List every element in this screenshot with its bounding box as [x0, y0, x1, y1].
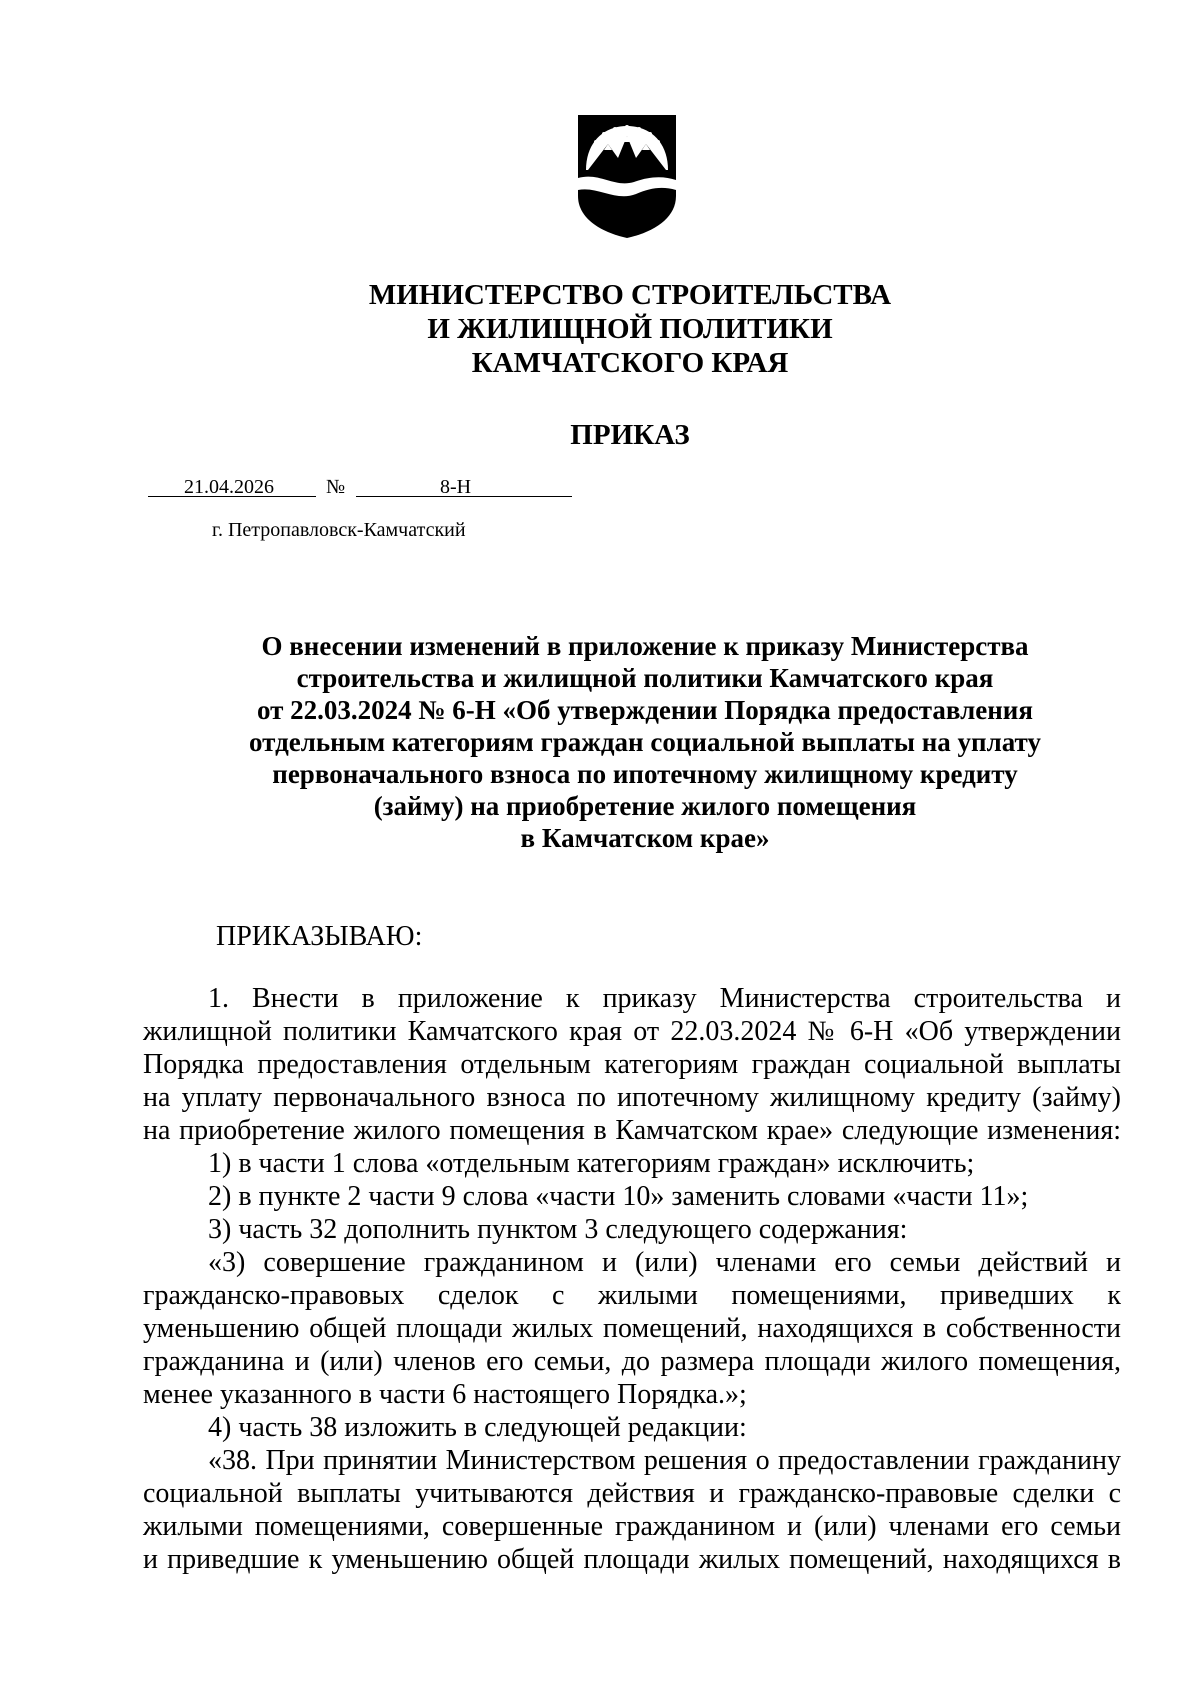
city-line: г. Петропавловск-Камчатский: [212, 519, 466, 541]
subject-line: О внесении изменений в приложение к приказу Министерства: [261, 631, 1029, 661]
order-requisites: [148, 474, 572, 500]
body-line: 3) часть 32 дополнить пунктом 3 следующего содержания:: [208, 1214, 908, 1245]
document-type: ПРИКАЗ: [570, 419, 690, 451]
body-line: 2) в пункте 2 части 9 слова «части 10» заменить словами «части 11»;: [208, 1181, 1029, 1212]
order-verb: ПРИКАЗЫВАЮ:: [216, 921, 423, 952]
order-subject: [0, 630, 1200, 854]
ministry-line: МИНИСТЕРСТВО СТРОИТЕЛЬСТВА: [368, 279, 892, 311]
body-line: 1. Внести в приложение к приказу Министерства строительства и: [208, 983, 1121, 1014]
subject-line: первоначального взноса по ипотечному жилищному кредиту: [272, 759, 1018, 789]
kamchatka-coat-of-arms-icon: [574, 112, 680, 240]
body-line: на приобретение жилого помещения в Камчатском крае» следующие изменения:: [143, 1115, 1121, 1146]
body-line: жилищной политики Камчатского края от 22.03.2024 № 6-Н «Об утверждении: [143, 1016, 1121, 1047]
body-line: и приведшие к уменьшению общей площади жилых помещений, находящихся в: [143, 1544, 1121, 1575]
subject-line: от 22.03.2024 № 6-Н «Об утверждении Порядка предоставления: [257, 695, 1033, 725]
order-body: [143, 982, 1121, 1576]
ministry-name: [0, 278, 1200, 380]
ministry-line: КАМЧАТСКОГО КРАЯ: [471, 347, 789, 379]
body-line: социальной выплаты учитываются действия и гражданско-правовые сделки с: [143, 1478, 1121, 1509]
subject-line: строительства и жилищной политики Камчатского края: [296, 663, 994, 693]
number-sign: №: [326, 476, 346, 498]
ministry-line: И ЖИЛИЩНОЙ ПОЛИТИКИ: [427, 313, 833, 345]
body-line: 4) часть 38 изложить в следующей редакции:: [208, 1412, 747, 1443]
body-line: жилыми помещениями, совершенные гражданином и (или) членами его семьи: [143, 1511, 1121, 1542]
body-line: «38. При принятии Министерством решения о предоставлении гражданину: [208, 1445, 1121, 1476]
body-line: менее указанного в части 6 настоящего Порядка.»;: [143, 1379, 747, 1410]
body-line: 1) в части 1 слова «отдельным категориям граждан» исключить;: [208, 1148, 975, 1179]
body-line: уменьшению общей площади жилых помещений, находящихся в собственности: [143, 1313, 1121, 1344]
subject-line: в Камчатском крае»: [520, 823, 770, 853]
subject-line: (займу) на приобретение жилого помещения: [373, 791, 917, 821]
body-line: «3) совершение гражданином и (или) членами его семьи действий и: [208, 1247, 1121, 1278]
body-line: гражданско-правовых сделок с жилыми помещениями, приведших к: [143, 1280, 1121, 1311]
body-line: Порядка предоставления отдельным категориям граждан социальной выплаты: [143, 1049, 1121, 1080]
order-number: 8-Н: [440, 476, 472, 498]
body-line: гражданина и (или) членов его семьи, до размера площади жилого помещения,: [143, 1346, 1121, 1377]
body-line: на уплату первоначального взноса по ипотечному жилищному кредиту (займу): [143, 1082, 1121, 1113]
subject-line: отдельным категориям граждан социальной выплаты на уплату: [249, 727, 1041, 757]
order-date: 21.04.2026: [184, 476, 274, 498]
